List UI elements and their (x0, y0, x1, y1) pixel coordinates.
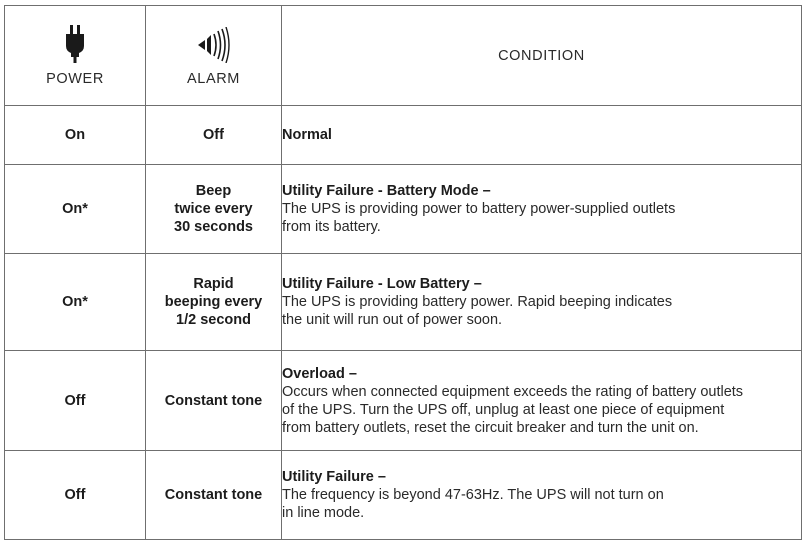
alarm-line: Beep (195, 183, 232, 199)
alarm-line: beeping every (164, 294, 263, 310)
condition-description-line: The UPS is providing power to battery power-supplied outlets (282, 201, 676, 217)
alarm-header-label: ALARM (187, 70, 240, 87)
condition-description-line: in line mode. (282, 505, 365, 521)
alarm-state-cell (146, 254, 282, 351)
condition-title: Utility Failure – (282, 469, 386, 485)
ups-status-table (4, 5, 802, 540)
alarm-column-header (146, 6, 282, 106)
alarm-line: Constant tone (164, 392, 263, 409)
power-state-cell: Off (5, 351, 146, 451)
condition-column-header (282, 6, 802, 106)
alarm-state-cell (146, 351, 282, 451)
alarm-state-cell (146, 451, 282, 540)
condition-title: Utility Failure - Battery Mode – (282, 183, 491, 199)
condition-description-line: of the UPS. Turn the UPS off, unplug at least one piece of equipment (282, 401, 725, 418)
table-row (5, 351, 802, 451)
condition-cell (282, 106, 802, 165)
alarm-speaker-icon (196, 25, 232, 63)
alarm-line: twice every (174, 201, 253, 217)
table-row (5, 165, 802, 254)
condition-cell (282, 451, 802, 540)
table-header-row (5, 6, 802, 106)
condition-title: Normal (282, 127, 332, 143)
condition-description-line: the unit will run out of power soon. (282, 312, 503, 328)
condition-cell (282, 165, 802, 254)
alarm-state-cell (146, 106, 282, 165)
table-row (5, 451, 802, 540)
power-state-cell: On* (5, 254, 146, 351)
condition-title: Utility Failure - Low Battery – (282, 276, 482, 292)
condition-title: Overload – (282, 365, 357, 382)
power-state-cell: On* (5, 165, 146, 254)
condition-description-line: The frequency is beyond 47-63Hz. The UPS will not turn on (282, 487, 664, 503)
condition-description-line: Occurs when connected equipment exceeds the rating of battery outlets (282, 383, 744, 400)
table-row (5, 254, 802, 351)
power-state-cell: On (5, 106, 146, 165)
alarm-line: 1/2 second (176, 312, 251, 328)
alarm-line: Off (203, 127, 224, 143)
alarm-state-cell (146, 165, 282, 254)
power-plug-icon (63, 25, 87, 63)
condition-cell (282, 351, 802, 451)
alarm-line: Rapid (193, 276, 234, 292)
power-column-header (5, 6, 146, 106)
alarm-line: 30 seconds (174, 219, 253, 235)
condition-header-label: CONDITION (498, 47, 585, 64)
power-state-cell: Off (5, 451, 146, 540)
alarm-line: Constant tone (164, 487, 263, 503)
power-header-label: POWER (46, 70, 104, 87)
condition-description-line: The UPS is providing battery power. Rapid beeping indicates (282, 294, 673, 310)
condition-description-line: from battery outlets, reset the circuit breaker and turn the unit on. (282, 419, 699, 436)
condition-cell (282, 254, 802, 351)
condition-description-line: from its battery. (282, 219, 381, 235)
table-row (5, 106, 802, 165)
